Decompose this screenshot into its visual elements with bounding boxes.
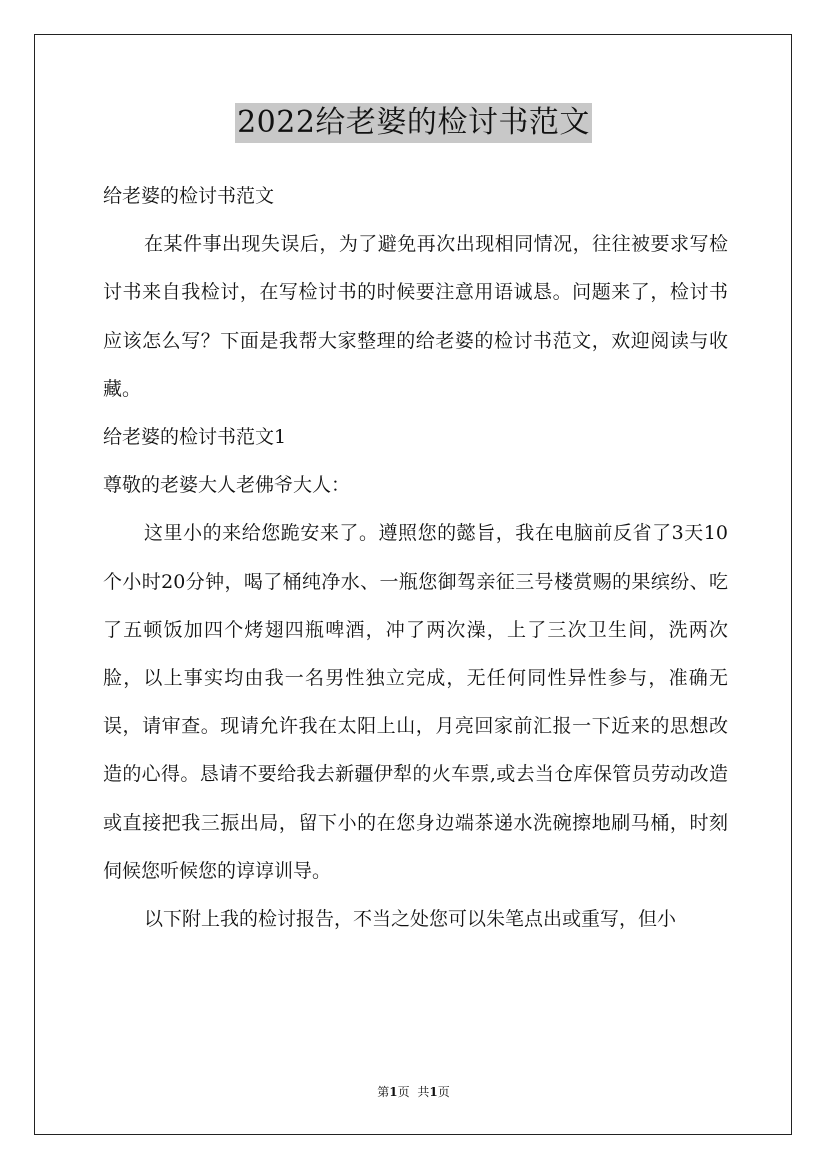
page-suffix: 页 xyxy=(397,1085,410,1099)
paragraph: 这里小的来给您跪安来了。遵照您的懿旨，我在电脑前反省了3天10个小时20分钟，喝了桶纯净水、一瓶您御驾亲征三号楼赏赐的果缤纷、吃了五顿饭加四个烤翅四瓶啤酒，冲了两次澡，上了三次卫生间，洗两次脸，以上事实均由我一名男性独立完成，无任何同性异性参与，准确无误，请审查。现请允许我在太阳上山，月亮回家前汇报一下近来的思想改造的心得。恳请不要给我去新疆伊犁的火车票,或去当仓库保管员劳动改造或直接把我三振出局，留下小的在您身边端茶递水洗碗擦地刷马桶，时刻伺候您听候您的谆谆训导。 xyxy=(103,522,728,882)
paragraph: 给老婆的检讨书范文 xyxy=(103,185,275,207)
paragraph: 给老婆的检讨书范文1 xyxy=(103,426,287,449)
paragraph: 以下附上我的检讨报告，不当之处您可以朱笔点出或重写，但小 xyxy=(144,908,677,931)
page-prefix: 第 xyxy=(377,1085,390,1099)
total-pages: 1 xyxy=(429,1085,438,1099)
document-title: 2022给老婆的检讨书范文 xyxy=(235,103,592,143)
title-container xyxy=(0,103,827,143)
document-body xyxy=(103,172,728,943)
paragraph: 尊敬的老婆大人老佛爷大人： xyxy=(103,474,351,497)
page-number: 1 xyxy=(389,1085,398,1099)
total-prefix: 共 xyxy=(417,1085,430,1099)
total-suffix: 页 xyxy=(437,1085,450,1099)
paragraph: 在某件事出现失误后，为了避免再次出现相同情况，往往被要求写检讨书来自我检讨，在写检讨书的时候要注意用语诚恳。问题来了，检讨书应该怎么写？下面是我帮大家整理的给老婆的检讨书范文，欢迎阅读与收藏。 xyxy=(103,233,728,400)
page-footer xyxy=(0,1083,827,1101)
